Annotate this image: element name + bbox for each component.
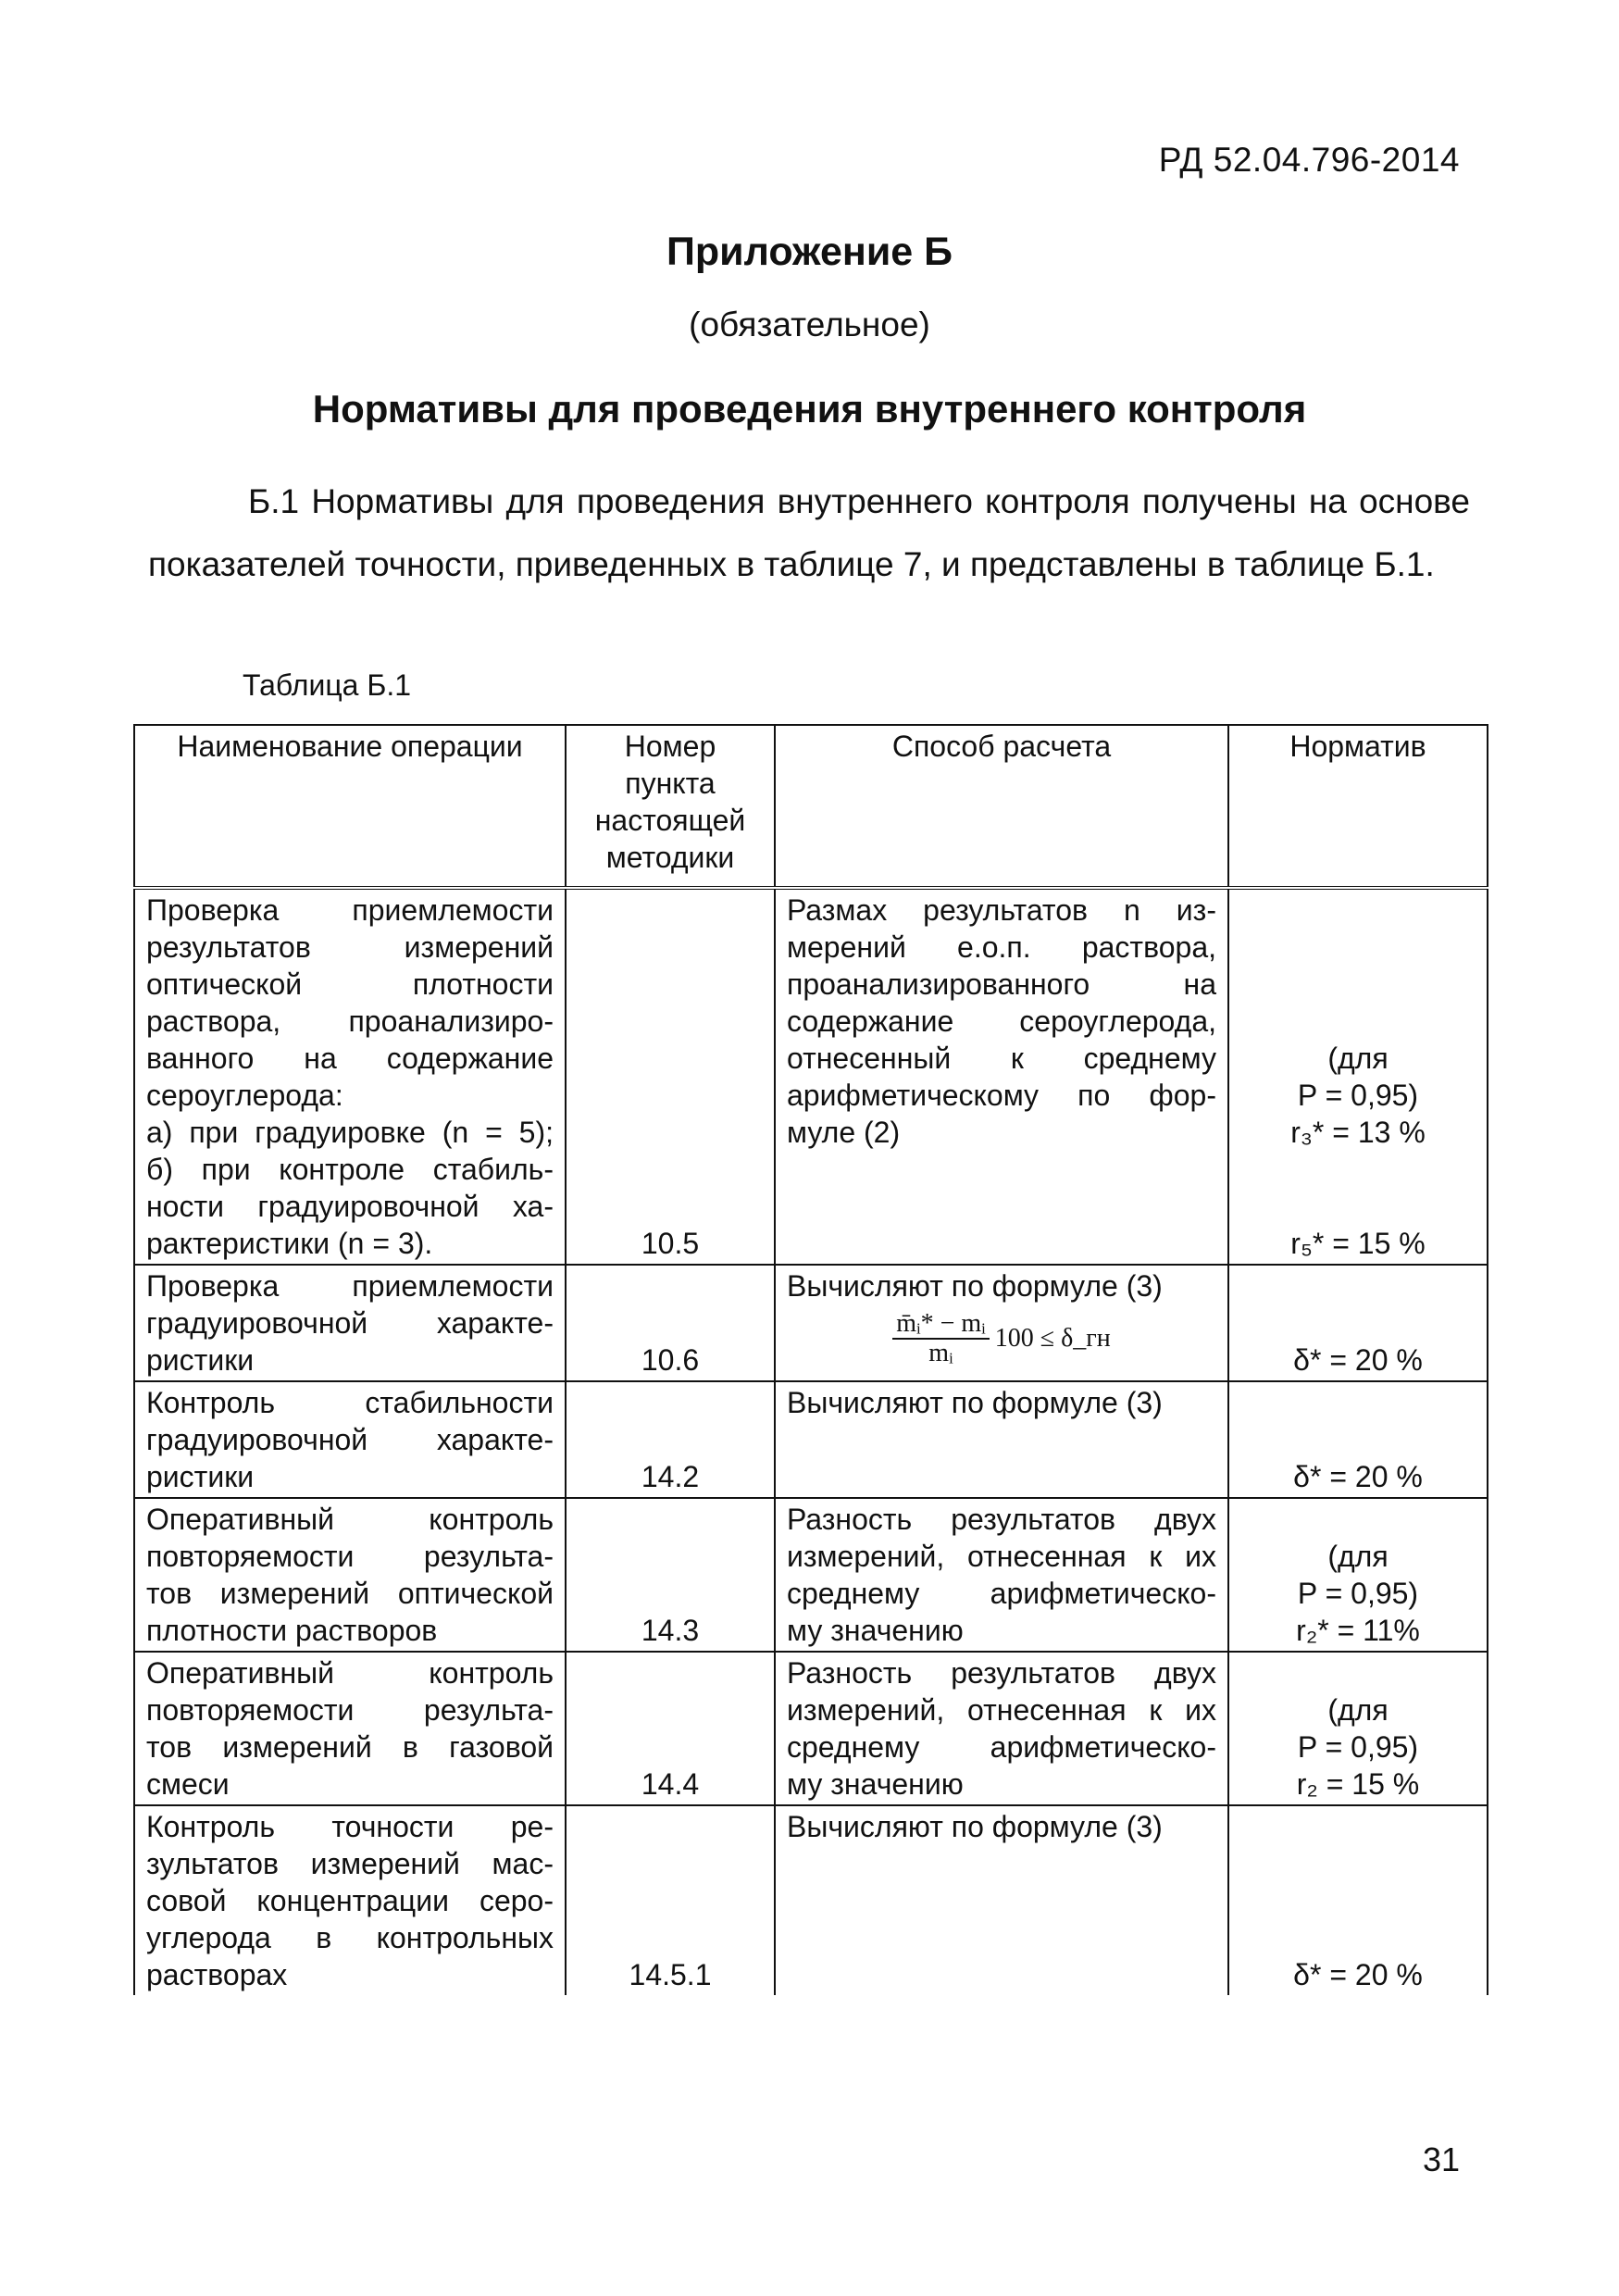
operation-line: б) при контроле стабиль- <box>146 1153 554 1186</box>
method-line: отнесенный к среднему <box>787 1042 1216 1075</box>
document-code: РД 52.04.796-2014 <box>1158 141 1460 179</box>
norm-cell <box>1228 1498 1488 1652</box>
operation-line: раствора, проанализиро- <box>146 1004 554 1038</box>
table-header-row <box>134 725 1488 888</box>
operation-cell <box>134 1381 566 1498</box>
operation-line: повторяемости результа- <box>146 1693 554 1727</box>
appendix-title: Приложение Б <box>666 230 953 274</box>
operation-cell <box>134 1805 566 1995</box>
method-line: Вычисляют по формуле (3) <box>787 1386 1163 1419</box>
norm-line: δ* = 20 % <box>1293 1460 1423 1493</box>
formula-numerator: m̄ᵢ* − mᵢ <box>892 1310 990 1340</box>
method-line: мерений е.о.п. раствора, <box>787 930 1216 964</box>
norm-line: P = 0,95) <box>1297 1577 1419 1610</box>
formula-tail: 100 ≤ δ_гн <box>994 1324 1111 1353</box>
operation-line: оптической плотности <box>146 967 554 1001</box>
item-number-cell: 14.5.1 <box>566 1805 775 1995</box>
operation-line: повторяемости результа- <box>146 1540 554 1573</box>
formula-denominator: mᵢ <box>928 1339 953 1367</box>
header-operation: Наименование операции <box>134 725 566 888</box>
operation-line: результатов измерений <box>146 930 554 964</box>
method-line: Вычисляют по формуле (3) <box>787 1269 1163 1303</box>
calculation-method-cell <box>775 1498 1228 1652</box>
page-number: 31 <box>1422 2140 1460 2178</box>
operation-line: смеси <box>146 1767 230 1801</box>
item-number-cell: 14.3 <box>566 1498 775 1652</box>
operation-line: совой концентрации серо- <box>146 1884 554 1917</box>
norm-cell <box>1228 888 1488 1265</box>
operation-line: растворах <box>146 1958 288 1991</box>
calculation-method-cell <box>775 1652 1228 1805</box>
norm-cell <box>1228 1805 1488 1995</box>
norms-table <box>133 724 1488 1995</box>
operation-line: Оперативный контроль <box>146 1503 554 1536</box>
operation-cell <box>134 1498 566 1652</box>
method-line: измерений, отнесенная к их <box>787 1693 1216 1727</box>
calculation-method-cell <box>775 888 1228 1265</box>
method-line: Размах результатов n из- <box>787 893 1216 927</box>
method-line: содержание сероуглерода, <box>787 1004 1216 1038</box>
header-calculation-method: Способ расчета <box>775 725 1228 888</box>
operation-line: зультатов измерений мас- <box>146 1847 554 1880</box>
item-number-cell: 14.4 <box>566 1652 775 1805</box>
calculation-method-cell <box>775 1265 1228 1381</box>
operation-cell <box>134 888 566 1265</box>
table-row <box>134 1805 1488 1995</box>
table-row <box>134 1498 1488 1652</box>
norm-line: P = 0,95) <box>1297 1730 1419 1764</box>
method-line: му значению <box>787 1614 964 1647</box>
norm-line: (для <box>1327 1042 1389 1075</box>
table-row <box>134 888 1488 1265</box>
operation-line: тов измерений оптической <box>146 1577 554 1610</box>
method-line: Вычисляют по формуле (3) <box>787 1810 1163 1843</box>
norm-line <box>1240 1151 1476 1188</box>
norm-line: δ* = 20 % <box>1293 1958 1423 1991</box>
operation-line: градуировочной характе- <box>146 1423 554 1456</box>
method-line: среднему арифметическо- <box>787 1577 1216 1610</box>
operation-line: Оперативный контроль <box>146 1656 554 1690</box>
intro-paragraph: Б.1 Нормативы для проведения внутреннего контроля получены на основе показателей точности, приведенных в таблице 7, и представлены в таблице Б.1. <box>148 482 1470 583</box>
norm-line: (для <box>1327 1540 1389 1573</box>
operation-line: ности градуировочной ха- <box>146 1190 554 1223</box>
calculation-method-cell <box>775 1381 1228 1498</box>
norm-line: δ* = 20 % <box>1293 1343 1423 1377</box>
method-line: му значению <box>787 1767 964 1801</box>
norm-line: r₅* = 15 % <box>1290 1227 1426 1260</box>
formula <box>787 1310 1216 1367</box>
table-row <box>134 1265 1488 1381</box>
method-line: арифметическому по фор- <box>787 1079 1216 1112</box>
method-line: среднему арифметическо- <box>787 1730 1216 1764</box>
appendix-subtitle: (обязательное) <box>689 306 930 343</box>
norm-line: r₂ = 15 % <box>1296 1767 1420 1801</box>
calculation-method-cell <box>775 1805 1228 1995</box>
operation-cell <box>134 1265 566 1381</box>
table-row <box>134 1381 1488 1498</box>
header-item-number: Номер пункта настоящей методики <box>566 725 775 888</box>
item-number-cell: 14.2 <box>566 1381 775 1498</box>
norm-line: (для <box>1327 1693 1389 1727</box>
norm-line: r₂* = 11% <box>1296 1614 1420 1647</box>
operation-line: ванного на содержание <box>146 1042 554 1075</box>
operation-line: градуировочной характе- <box>146 1306 554 1340</box>
method-line: Разность результатов двух <box>787 1503 1216 1536</box>
operation-line: сероуглерода: <box>146 1079 343 1112</box>
operation-line: рактеристики (n = 3). <box>146 1227 433 1260</box>
operation-line: углерода в контрольных <box>146 1921 554 1954</box>
norm-line: P = 0,95) <box>1297 1079 1419 1112</box>
operation-line: Контроль точности ре- <box>146 1810 554 1843</box>
operation-line: ристики <box>146 1343 255 1377</box>
operation-line: Проверка приемлемости <box>146 893 554 927</box>
norm-cell <box>1228 1652 1488 1805</box>
formula-fraction <box>892 1310 990 1367</box>
header-norm: Норматив <box>1228 725 1488 888</box>
norm-cell <box>1228 1381 1488 1498</box>
method-line: муле (2) <box>787 1116 901 1149</box>
operation-line: а) при градуировке (n = 5); <box>146 1116 554 1149</box>
item-number-cell: 10.5 <box>566 888 775 1265</box>
operation-line: ристики <box>146 1460 255 1493</box>
method-line: проанализированного на <box>787 967 1216 1001</box>
operation-line: тов измерений в газовой <box>146 1730 554 1764</box>
norm-line <box>1240 1188 1476 1225</box>
norm-cell <box>1228 1265 1488 1381</box>
section-title: Нормативы для проведения внутреннего контроля <box>312 387 1307 430</box>
item-number-cell: 10.6 <box>566 1265 775 1381</box>
operation-line: Контроль стабильности <box>146 1386 554 1419</box>
method-line: Разность результатов двух <box>787 1656 1216 1690</box>
method-line: измерений, отнесенная к их <box>787 1540 1216 1573</box>
operation-line: Проверка приемлемости <box>146 1269 554 1303</box>
operation-cell <box>134 1652 566 1805</box>
table-caption: Таблица Б.1 <box>243 668 412 702</box>
operation-line: плотности растворов <box>146 1614 438 1647</box>
norm-line: r₃* = 13 % <box>1290 1116 1426 1149</box>
table-row <box>134 1652 1488 1805</box>
